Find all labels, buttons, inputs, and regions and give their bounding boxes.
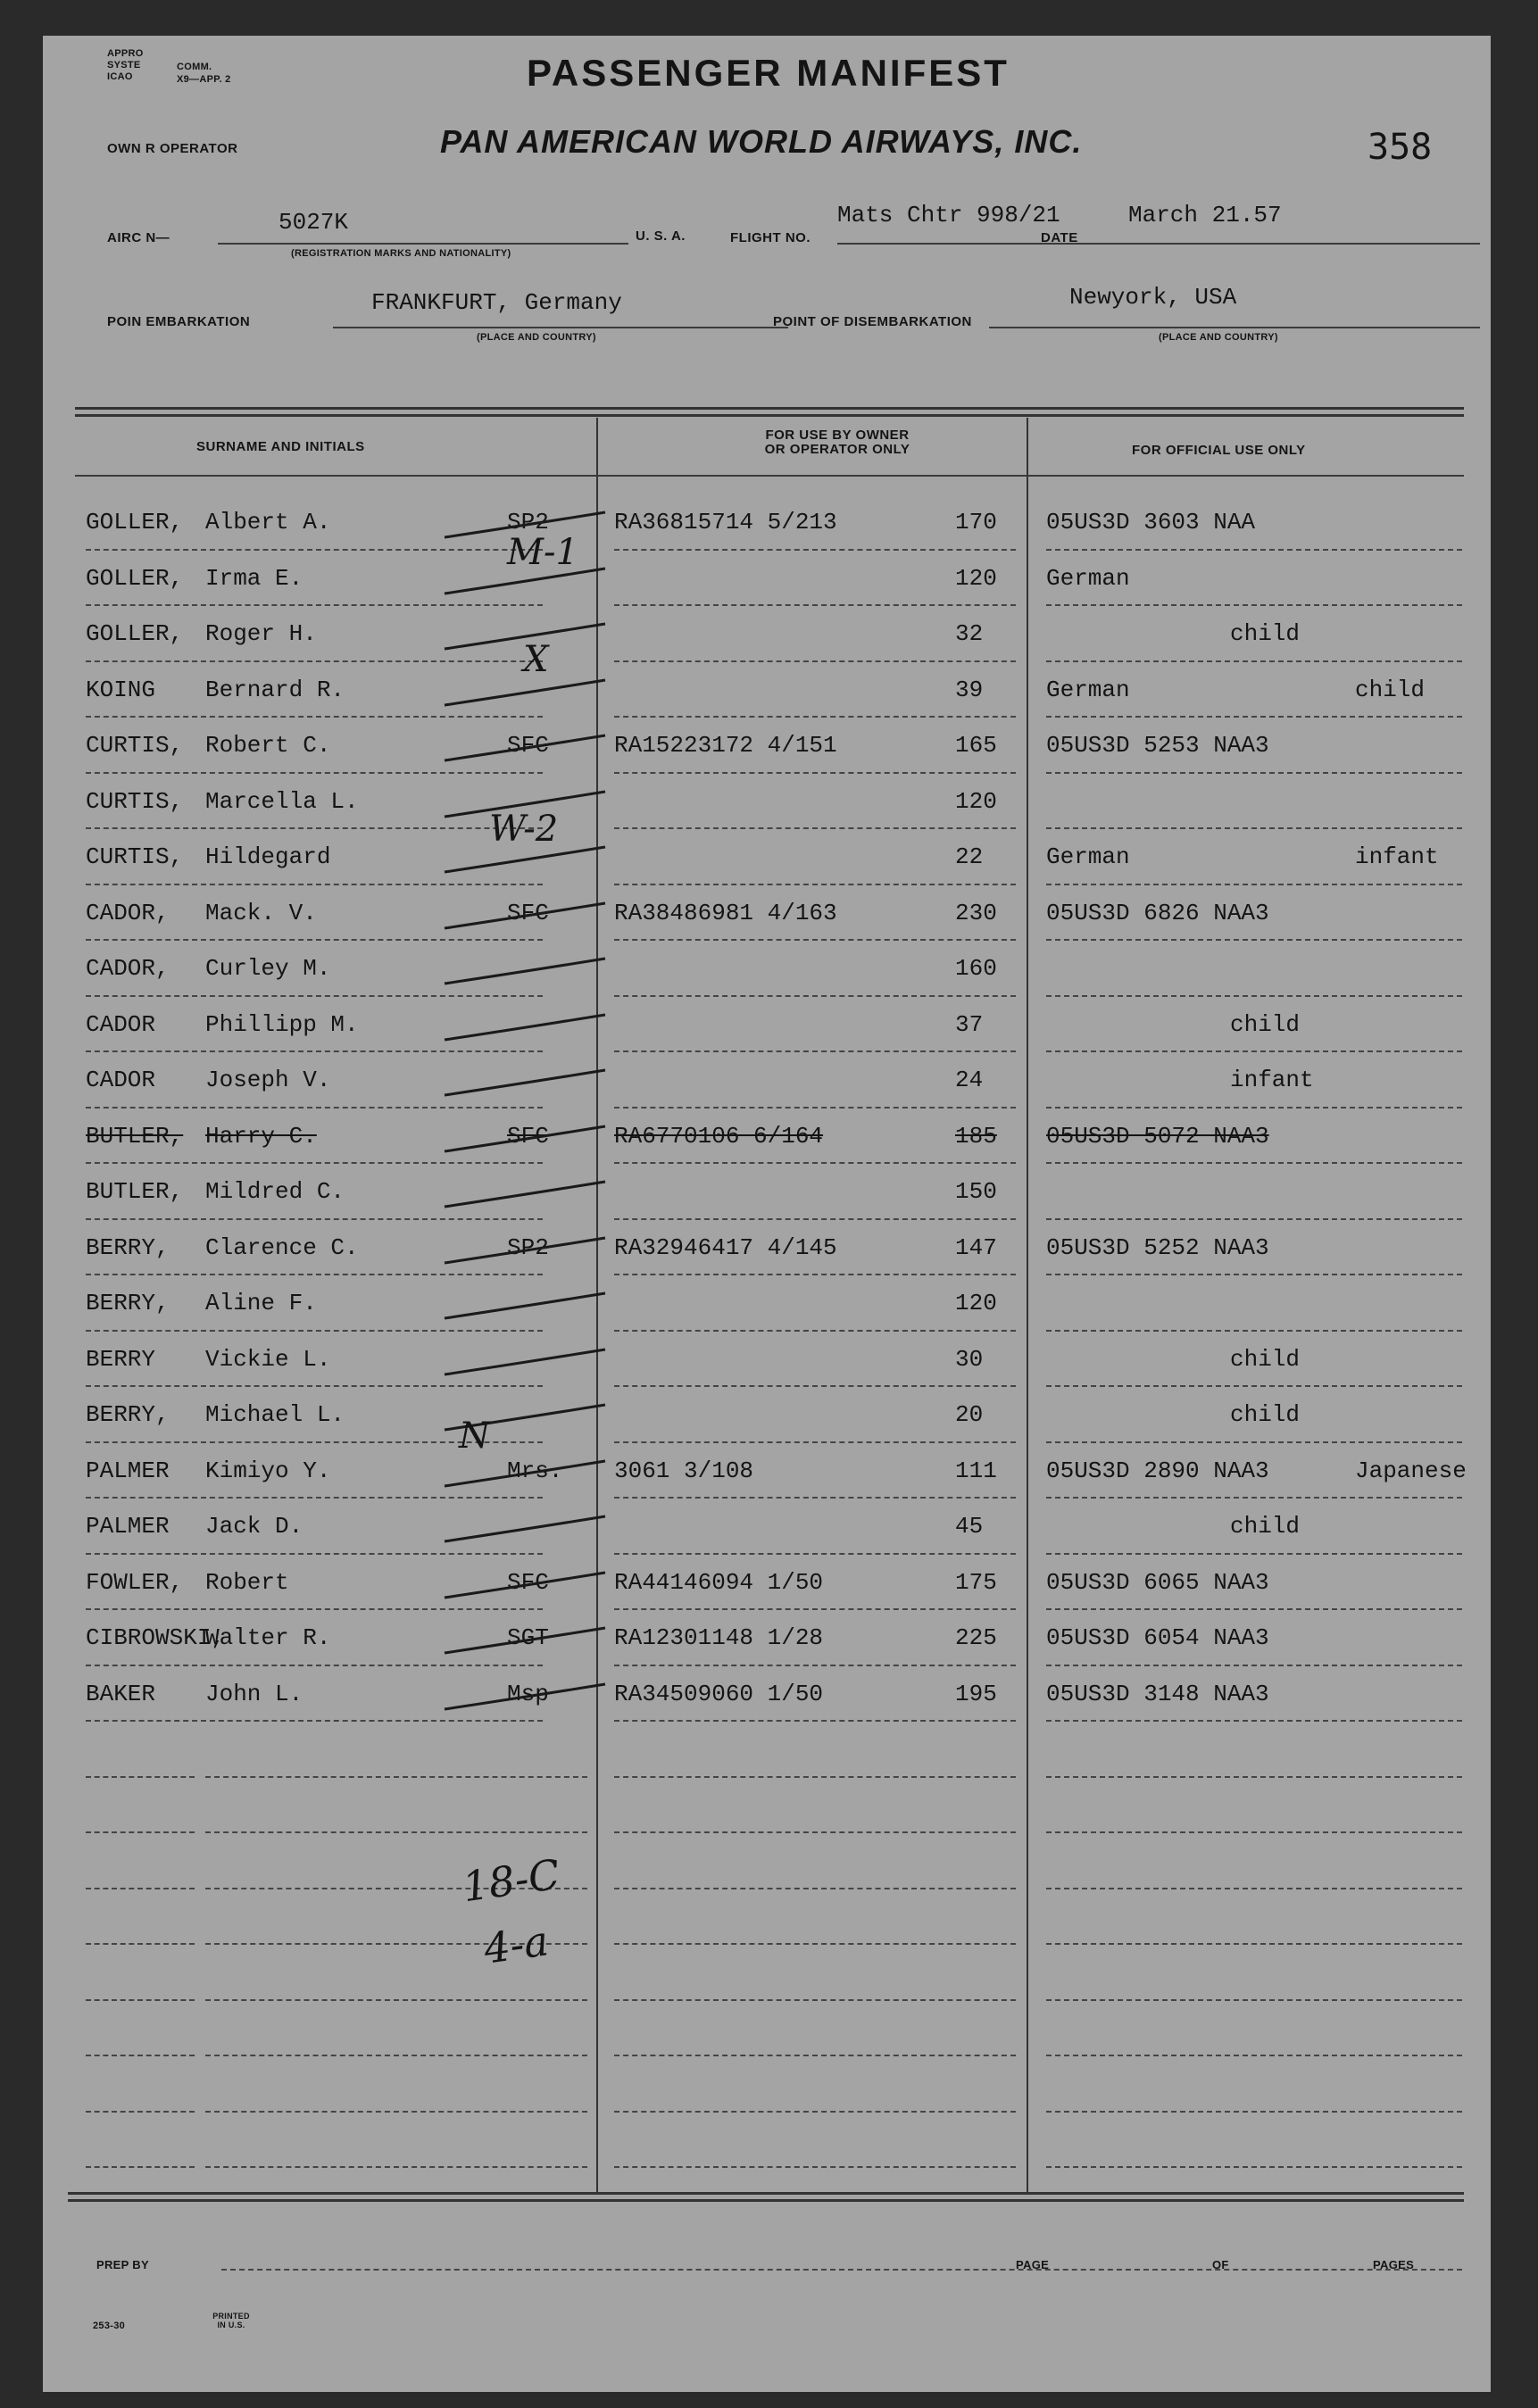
cell-official: German	[1046, 676, 1130, 703]
cell-serial: RA15223172 4/151	[614, 732, 837, 759]
cell-given: Phillipp M.	[205, 1010, 359, 1038]
cell-note: child	[1230, 1345, 1301, 1373]
cell-given: Hildegard	[205, 843, 331, 870]
col-owner-line-1: FOR USE BY OWNER	[765, 428, 910, 443]
table-row	[43, 1281, 1491, 1337]
cell-rank: Msp	[507, 1680, 549, 1707]
table-row	[43, 668, 1491, 724]
check-stroke	[436, 946, 614, 1000]
cell-official: 05US3D 6054 NAA3	[1046, 1624, 1269, 1651]
cell-given: Mack. V.	[205, 899, 317, 926]
handwritten-w2: W-2	[489, 809, 559, 850]
approval-right-1: COMM.	[177, 62, 212, 72]
cell-official: German	[1046, 843, 1130, 870]
owner-label: OWN R OPERATOR	[107, 141, 238, 156]
table-row	[43, 1337, 1491, 1393]
check-stroke	[436, 1002, 614, 1056]
cell-surname: CADOR	[86, 1010, 156, 1038]
cell-weight: 45	[955, 1513, 984, 1540]
cell-serial: RA34509060 1/50	[614, 1680, 824, 1707]
form-number: 253-30	[93, 2321, 126, 2331]
cell-weight: 120	[955, 1290, 997, 1316]
cell-given: Albert A.	[205, 509, 331, 536]
approval-line-2: SYSTE	[107, 60, 141, 71]
cell-given: Robert C.	[205, 732, 331, 759]
cell-given: Curley M.	[205, 955, 331, 982]
check-stroke	[436, 1114, 614, 1167]
cell-surname: CURTIS,	[86, 843, 184, 870]
cell-weight: 165	[955, 732, 997, 759]
cell-given: Roger H.	[205, 620, 317, 647]
approval-right-2: X9—APP. 2	[177, 74, 231, 85]
cell-surname: BERRY,	[86, 1233, 170, 1261]
cell-official: 05US3D 3148 NAA3	[1046, 1680, 1269, 1707]
flight-date: March 21.57	[1128, 202, 1282, 228]
cell-serial: 3061 3/108	[614, 1457, 754, 1484]
handwritten-m1: M-1	[507, 532, 578, 573]
cell-given: Harry C.	[205, 1122, 317, 1150]
table-row	[43, 1560, 1491, 1616]
cell-weight: 147	[955, 1233, 997, 1261]
cell-weight: 185	[955, 1122, 997, 1150]
cell-given: John L.	[205, 1680, 303, 1707]
cell-rank: SP2	[507, 1233, 549, 1261]
check-stroke	[436, 1337, 614, 1391]
disembarkation-caption: (PLACE AND COUNTRY)	[1159, 332, 1278, 343]
embarkation-caption: (PLACE AND COUNTRY)	[477, 332, 596, 343]
cell-official: 05US3D 3603 NAA	[1046, 509, 1256, 536]
table-row	[43, 1002, 1491, 1059]
handwritten-x: X	[523, 639, 549, 680]
cell-official: 05US3D 5252 NAA3	[1046, 1233, 1269, 1261]
embarkation-place: FRANKFURT, Germany	[371, 289, 622, 316]
table-row	[43, 891, 1491, 947]
aircraft-label: AIRC N—	[107, 230, 170, 245]
cell-weight: 175	[955, 1568, 997, 1596]
cell-note: child	[1230, 1513, 1301, 1540]
table-row	[43, 556, 1491, 612]
cell-surname: BERRY	[86, 1345, 156, 1373]
cell-given: Marcella L.	[205, 787, 359, 815]
check-stroke	[436, 1281, 614, 1334]
table-row	[43, 1504, 1491, 1560]
cell-official: 05US3D 2890 NAA3	[1046, 1457, 1269, 1484]
check-stroke	[436, 891, 614, 944]
cell-note: infant	[1355, 843, 1439, 870]
check-stroke	[436, 1225, 614, 1279]
table-row	[43, 1169, 1491, 1225]
approval-line-3: ICAO	[107, 71, 133, 82]
cell-rank: SFC	[507, 899, 549, 926]
table-row	[43, 1449, 1491, 1505]
disembarkation-place: Newyork, USA	[1069, 284, 1237, 311]
handwritten-tally-2: 4-a	[480, 1916, 552, 1973]
cell-weight: 37	[955, 1010, 984, 1038]
cell-surname: BERRY,	[86, 1290, 170, 1316]
cell-weight: 30	[955, 1345, 984, 1373]
cell-surname: GOLLER,	[86, 564, 184, 592]
cell-serial: RA36815714 5/213	[614, 509, 837, 536]
cell-surname: BERRY,	[86, 1401, 170, 1428]
cell-official: German	[1046, 564, 1130, 592]
col-owner-header	[703, 428, 971, 457]
cell-surname: PALMER	[86, 1457, 170, 1484]
cell-weight: 32	[955, 620, 984, 647]
cell-surname: GOLLER,	[86, 509, 184, 536]
table-row	[43, 1225, 1491, 1282]
check-stroke	[436, 1560, 614, 1614]
cell-surname: FOWLER,	[86, 1568, 184, 1596]
table-row	[43, 1392, 1491, 1449]
cell-serial: RA44146094 1/50	[614, 1568, 824, 1596]
aircraft-registration: 5027K	[279, 209, 349, 236]
cell-surname: CURTIS,	[86, 787, 184, 815]
table-row	[43, 1615, 1491, 1672]
cell-given: Robert	[205, 1568, 289, 1596]
cell-surname: GOLLER,	[86, 620, 184, 647]
table-row	[43, 834, 1491, 891]
page-title: PASSENGER MANIFEST	[527, 52, 1010, 94]
cell-weight: 160	[955, 955, 997, 982]
cell-note: infant	[1230, 1067, 1314, 1093]
cell-official: 05US3D 5253 NAA3	[1046, 732, 1269, 759]
col-surname-header: SURNAME AND INITIALS	[196, 439, 365, 454]
cell-rank: SP2	[507, 509, 549, 536]
cell-rank: SFC	[507, 732, 549, 759]
approval-line-1: APPRO	[107, 48, 144, 59]
cell-official: 05US3D 5072 NAA3	[1046, 1122, 1269, 1150]
cell-given: Aline F.	[205, 1290, 317, 1316]
table-row	[43, 779, 1491, 835]
cell-given: Walter R.	[205, 1624, 331, 1651]
cell-official: 05US3D 6065 NAA3	[1046, 1568, 1269, 1596]
cell-given: Irma E.	[205, 564, 303, 592]
cell-given: Joseph V.	[205, 1067, 331, 1093]
table-row	[43, 946, 1491, 1002]
cell-surname: KOING	[86, 676, 156, 703]
page-label: PAGE	[1016, 2258, 1050, 2271]
cell-rank: SGT	[507, 1624, 549, 1651]
cell-weight: 120	[955, 787, 997, 815]
cell-weight: 20	[955, 1401, 984, 1428]
cell-serial: RA12301148 1/28	[614, 1624, 824, 1651]
table-row	[43, 611, 1491, 668]
table-row	[43, 1058, 1491, 1114]
usa-label: U. S. A.	[636, 228, 686, 244]
check-stroke	[436, 1169, 614, 1223]
cell-weight: 39	[955, 676, 984, 703]
flight-number: Mats Chtr 998/21	[837, 202, 1060, 228]
cell-weight: 195	[955, 1680, 997, 1707]
cell-note: child	[1355, 676, 1426, 703]
cell-surname: CADOR,	[86, 955, 170, 982]
cell-official: 05US3D 6826 NAA3	[1046, 899, 1269, 926]
cell-rank: Mrs.	[507, 1457, 563, 1484]
cell-weight: 150	[955, 1178, 997, 1205]
cell-weight: 22	[955, 843, 984, 870]
pages-label: PAGES	[1373, 2258, 1415, 2271]
handwritten-tally-1: 18-C	[459, 1849, 563, 1912]
registration-caption: (REGISTRATION MARKS AND NATIONALITY)	[291, 248, 511, 259]
date-label: DATE	[1041, 230, 1078, 245]
cell-serial: RA32946417 4/145	[614, 1233, 837, 1261]
col-owner-line-2: OR OPERATOR ONLY	[764, 442, 910, 457]
page-number: 358	[1368, 127, 1433, 168]
airline-name: PAN AMERICAN WORLD AIRWAYS, INC.	[440, 123, 1083, 160]
flight-label: FLIGHT NO.	[730, 230, 811, 245]
cell-given: Michael L.	[205, 1401, 345, 1428]
cell-given: Clarence C.	[205, 1233, 359, 1261]
cell-serial: RA38486981 4/163	[614, 899, 837, 926]
cell-surname: CURTIS,	[86, 732, 184, 759]
cell-weight: 24	[955, 1067, 984, 1093]
col-official-header: FOR OFFICIAL USE ONLY	[1132, 443, 1306, 458]
handwritten-n: N	[459, 1416, 490, 1457]
table-row	[43, 1672, 1491, 1728]
cell-note: child	[1230, 620, 1301, 647]
cell-weight: 120	[955, 564, 997, 592]
cell-surname: BAKER	[86, 1680, 156, 1707]
cell-given: Mildred C.	[205, 1178, 345, 1205]
cell-weight: 225	[955, 1624, 997, 1651]
cell-weight: 111	[955, 1457, 997, 1484]
cell-note: child	[1230, 1010, 1301, 1038]
approval-block	[107, 48, 144, 83]
cell-surname: BUTLER,	[86, 1178, 184, 1205]
table-row	[43, 723, 1491, 779]
cell-given: Kimiyo Y.	[205, 1457, 331, 1484]
table-row	[43, 1114, 1491, 1170]
cell-given: Jack D.	[205, 1513, 303, 1540]
prepared-by-label: PREP BY	[96, 2258, 149, 2271]
check-stroke	[436, 723, 614, 776]
disembarkation-label: POINT OF DISEMBARKATION	[773, 314, 972, 329]
cell-rank: SFC	[507, 1122, 549, 1150]
cell-rank: SFC	[507, 1568, 549, 1596]
check-stroke	[436, 1615, 614, 1669]
cell-weight: 230	[955, 899, 997, 926]
cell-note: Japanese	[1355, 1457, 1467, 1484]
cell-given: Bernard R.	[205, 676, 345, 703]
cell-surname: CADOR,	[86, 899, 170, 926]
cell-note: child	[1230, 1401, 1301, 1428]
check-stroke	[436, 1504, 614, 1557]
cell-surname: CADOR	[86, 1067, 156, 1093]
printer-stamp: PRINTED IN U.S.	[212, 2312, 250, 2329]
cell-serial: RA6770106 6/164	[614, 1122, 824, 1150]
embarkation-label: POIN EMBARKATION	[107, 314, 251, 329]
cell-surname: BUTLER,	[86, 1122, 184, 1150]
cell-given: Vickie L.	[205, 1345, 331, 1373]
cell-surname: PALMER	[86, 1513, 170, 1540]
approval-right	[177, 61, 231, 86]
table-row	[43, 500, 1491, 556]
cell-weight: 170	[955, 509, 997, 536]
of-label: OF	[1212, 2258, 1229, 2271]
check-stroke	[436, 1672, 614, 1725]
cell-surname: CIBROWSKI,	[86, 1624, 226, 1651]
check-stroke	[436, 1058, 614, 1111]
manifest-sheet	[43, 36, 1491, 2392]
